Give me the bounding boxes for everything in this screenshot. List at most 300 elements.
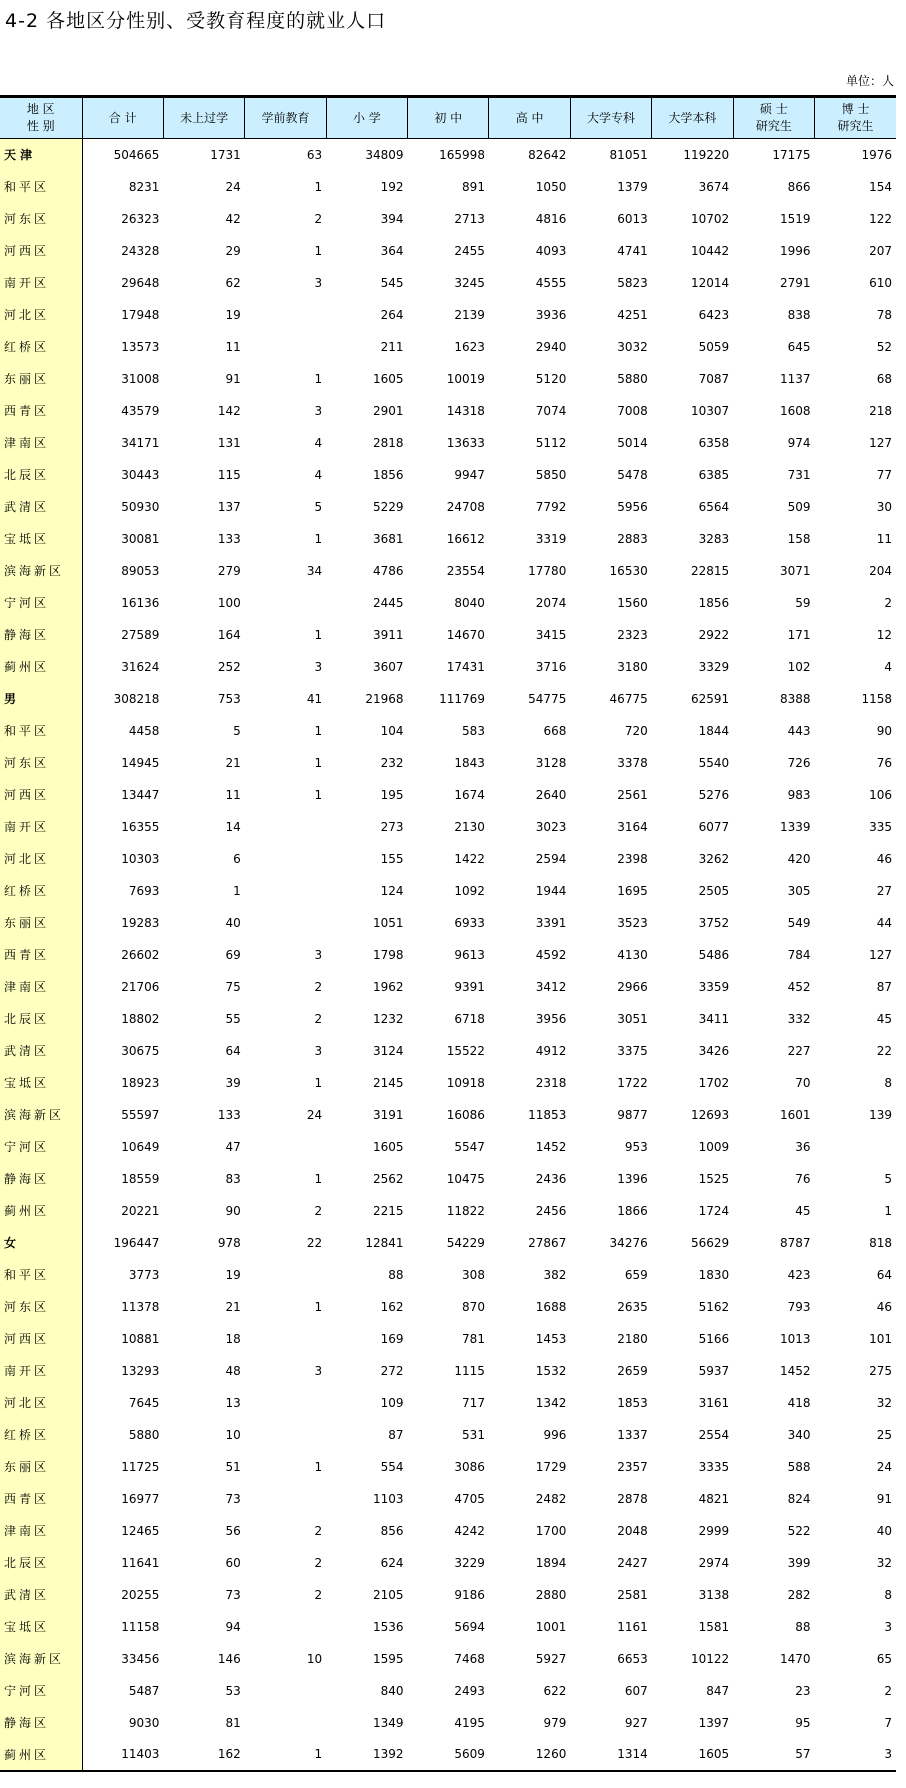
table-cell: 133 bbox=[217, 531, 241, 546]
table-cell: 6013 bbox=[617, 211, 648, 226]
row-label: 天 津 bbox=[0, 139, 82, 171]
table-cell bbox=[245, 1419, 326, 1451]
table-cell: 10475 bbox=[446, 1171, 485, 1186]
table-cell: 1339 bbox=[779, 819, 811, 834]
table-cell: 1605 bbox=[652, 1739, 733, 1771]
table-cell: 9947 bbox=[454, 467, 485, 482]
table-cell: 5120 bbox=[535, 371, 567, 386]
table-row bbox=[0, 779, 896, 811]
table-cell: 51 bbox=[225, 1459, 241, 1474]
table-cell: 43579 bbox=[121, 403, 160, 418]
table-row bbox=[0, 1419, 896, 1451]
table-cell: 332 bbox=[787, 1011, 811, 1026]
table-cell: 11 bbox=[225, 339, 241, 354]
table-cell: 4 bbox=[884, 659, 892, 674]
row-label: 西青区 bbox=[0, 1483, 82, 1515]
table-cell: 36 bbox=[795, 1139, 811, 1154]
table-cell: 1342 bbox=[535, 1395, 567, 1410]
table-cell: 6077 bbox=[698, 819, 730, 834]
table-cell: 717 bbox=[462, 1395, 485, 1410]
table-cell: 27589 bbox=[121, 627, 160, 642]
table-cell: 2922 bbox=[698, 627, 730, 642]
table-cell: 22 bbox=[876, 1043, 892, 1058]
table-cell: 6653 bbox=[617, 1651, 648, 1666]
table-cell: 4 bbox=[314, 467, 323, 482]
table-row bbox=[0, 747, 896, 779]
row-label: 滨海新区 bbox=[0, 555, 82, 587]
row-label: 南开区 bbox=[0, 1355, 82, 1387]
table-cell: 1608 bbox=[779, 403, 811, 418]
table-cell bbox=[245, 875, 326, 907]
table-row bbox=[0, 619, 896, 651]
table-cell: 88 bbox=[795, 1619, 811, 1634]
table-cell: 1161 bbox=[617, 1619, 648, 1634]
table-row bbox=[0, 1515, 896, 1547]
table-cell: 81 bbox=[225, 1715, 241, 1730]
table-cell: 204 bbox=[869, 563, 892, 578]
row-label: 南开区 bbox=[0, 811, 82, 843]
table-cell: 2 bbox=[314, 1011, 323, 1026]
table-cell: 5478 bbox=[617, 467, 648, 482]
table-cell: 2640 bbox=[535, 787, 567, 802]
table-cell: 3329 bbox=[698, 659, 730, 674]
table-cell: 10649 bbox=[121, 1139, 160, 1154]
row-label: 河东区 bbox=[0, 747, 82, 779]
table-row bbox=[0, 395, 896, 427]
table-cell: 659 bbox=[624, 1267, 648, 1282]
table-cell: 1092 bbox=[454, 883, 485, 898]
table-cell: 1700 bbox=[535, 1523, 567, 1538]
table-cell: 56629 bbox=[690, 1235, 730, 1250]
row-label: 武清区 bbox=[0, 491, 82, 523]
table-cell: 10702 bbox=[690, 211, 730, 226]
table-cell: 1976 bbox=[861, 147, 892, 162]
table-cell: 2561 bbox=[617, 787, 648, 802]
table-cell: 88 bbox=[388, 1267, 404, 1282]
table-cell: 11 bbox=[876, 531, 892, 546]
table-cell: 91 bbox=[225, 371, 241, 386]
table-cell: 3391 bbox=[535, 915, 567, 930]
table-cell: 1519 bbox=[779, 211, 811, 226]
table-cell: 27 bbox=[876, 883, 892, 898]
table-cell: 13573 bbox=[121, 339, 160, 354]
table-cell: 5 bbox=[884, 1171, 892, 1186]
table-cell: 2 bbox=[314, 211, 323, 226]
table-cell: 443 bbox=[787, 723, 811, 738]
row-label: 东丽区 bbox=[0, 1451, 82, 1483]
table-cell: 3674 bbox=[698, 179, 730, 194]
table-cell: 7074 bbox=[535, 403, 567, 418]
table-cell: 1103 bbox=[373, 1491, 404, 1506]
table-cell: 40 bbox=[225, 915, 241, 930]
table-cell: 3283 bbox=[698, 531, 730, 546]
table-cell: 3335 bbox=[698, 1459, 730, 1474]
table-cell: 6718 bbox=[454, 1011, 485, 1026]
table-cell: 2940 bbox=[535, 339, 567, 354]
table-cell: 2493 bbox=[454, 1683, 485, 1698]
table-cell: 7 bbox=[884, 1715, 892, 1730]
column-header-line: 研究生 bbox=[837, 119, 874, 133]
table-cell: 162 bbox=[163, 1739, 244, 1771]
table-cell: 10442 bbox=[690, 243, 730, 258]
table-cell: 5162 bbox=[698, 1299, 730, 1314]
column-header bbox=[489, 97, 570, 139]
table-cell: 2505 bbox=[698, 883, 730, 898]
table-cell: 554 bbox=[380, 1459, 404, 1474]
table-cell: 522 bbox=[787, 1523, 811, 1538]
table-cell: 1702 bbox=[698, 1075, 730, 1090]
table-cell: 1996 bbox=[779, 243, 811, 258]
row-label: 西青区 bbox=[0, 939, 82, 971]
table-cell: 8 bbox=[884, 1587, 892, 1602]
table-cell bbox=[245, 843, 326, 875]
table-cell: 1422 bbox=[454, 851, 485, 866]
table-cell: 76 bbox=[876, 755, 892, 770]
table-cell: 12693 bbox=[690, 1107, 730, 1122]
table-cell: 1396 bbox=[617, 1171, 648, 1186]
table-cell: 76 bbox=[795, 1171, 811, 1186]
table-cell: 3681 bbox=[373, 531, 404, 546]
table-cell: 3415 bbox=[535, 627, 567, 642]
table-cell: 13 bbox=[225, 1395, 241, 1410]
table-row bbox=[0, 1003, 896, 1035]
table-cell: 4251 bbox=[617, 307, 648, 322]
table-cell: 34171 bbox=[121, 435, 160, 450]
table-cell: 645 bbox=[787, 339, 811, 354]
table-cell: 75 bbox=[225, 979, 241, 994]
column-header bbox=[815, 97, 896, 139]
row-label: 津南区 bbox=[0, 971, 82, 1003]
table-cell: 3523 bbox=[617, 915, 648, 930]
table-cell: 5956 bbox=[617, 499, 648, 514]
table-row bbox=[0, 555, 896, 587]
table-cell: 622 bbox=[543, 1683, 567, 1698]
table-cell: 3 bbox=[314, 659, 323, 674]
row-label: 武清区 bbox=[0, 1579, 82, 1611]
table-cell: 3752 bbox=[698, 915, 730, 930]
table-cell: 16977 bbox=[121, 1491, 160, 1506]
table-total-row bbox=[0, 683, 896, 715]
table-cell: 588 bbox=[787, 1459, 811, 1474]
table-cell: 158 bbox=[787, 531, 811, 546]
table-cell: 17948 bbox=[121, 307, 160, 322]
table-row bbox=[0, 299, 896, 331]
table-cell: 420 bbox=[787, 851, 811, 866]
table-cell: 5609 bbox=[408, 1739, 489, 1771]
table-cell: 3 bbox=[314, 403, 323, 418]
row-label: 蓟州区 bbox=[0, 651, 82, 683]
table-cell bbox=[245, 811, 326, 843]
table-cell: 5487 bbox=[128, 1683, 160, 1698]
table-cell: 3180 bbox=[617, 659, 648, 674]
table-cell: 252 bbox=[217, 659, 241, 674]
table-cell: 4458 bbox=[128, 723, 160, 738]
table-cell: 8 bbox=[884, 1075, 892, 1090]
table-cell: 52 bbox=[876, 339, 892, 354]
row-label: 宁河区 bbox=[0, 1131, 82, 1163]
table-cell: 10019 bbox=[446, 371, 485, 386]
table-cell: 21968 bbox=[365, 691, 404, 706]
table-row bbox=[0, 1579, 896, 1611]
table-cell: 10122 bbox=[690, 1651, 730, 1666]
table-cell: 32 bbox=[876, 1395, 892, 1410]
table-cell: 5823 bbox=[617, 275, 648, 290]
table-cell: 24 bbox=[225, 179, 241, 194]
table-cell: 19283 bbox=[121, 915, 160, 930]
table-cell: 1013 bbox=[779, 1331, 811, 1346]
table-cell: 4555 bbox=[535, 275, 567, 290]
table-cell: 4705 bbox=[454, 1491, 485, 1506]
table-cell: 1051 bbox=[373, 915, 404, 930]
table-cell: 3161 bbox=[698, 1395, 730, 1410]
table-cell: 3378 bbox=[617, 755, 648, 770]
table-row bbox=[0, 1291, 896, 1323]
table-cell: 87 bbox=[876, 979, 892, 994]
table-cell: 979 bbox=[543, 1715, 567, 1730]
table-cell: 308218 bbox=[113, 691, 160, 706]
table-cell: 2883 bbox=[617, 531, 648, 546]
table-cell: 1260 bbox=[489, 1739, 570, 1771]
table-cell: 48 bbox=[225, 1363, 241, 1378]
row-label: 男 bbox=[0, 683, 82, 715]
table-cell: 22815 bbox=[690, 563, 730, 578]
table-cell: 3 bbox=[815, 1739, 896, 1771]
column-header bbox=[652, 97, 733, 139]
row-label: 河西区 bbox=[0, 1323, 82, 1355]
column-header bbox=[733, 97, 814, 139]
table-cell: 1581 bbox=[698, 1619, 730, 1634]
table-cell: 4130 bbox=[617, 947, 648, 962]
table-cell: 1674 bbox=[454, 787, 485, 802]
table-cell: 122 bbox=[869, 211, 892, 226]
table-cell: 1349 bbox=[373, 1715, 404, 1730]
table-cell: 111769 bbox=[439, 691, 485, 706]
column-header-line: 初 中 bbox=[434, 110, 463, 125]
table-cell: 20221 bbox=[121, 1203, 160, 1218]
table-cell: 2880 bbox=[535, 1587, 567, 1602]
table-cell: 11725 bbox=[121, 1459, 160, 1474]
table-cell: 2215 bbox=[373, 1203, 404, 1218]
table-cell: 53 bbox=[225, 1683, 241, 1698]
table-cell: 624 bbox=[380, 1555, 404, 1570]
table-cell: 102 bbox=[787, 659, 811, 674]
table-row bbox=[0, 1323, 896, 1355]
table-cell: 3245 bbox=[454, 275, 485, 290]
table-cell: 1560 bbox=[617, 595, 648, 610]
table-cell: 1 bbox=[314, 787, 323, 802]
row-label: 静海区 bbox=[0, 619, 82, 651]
table-cell: 54229 bbox=[446, 1235, 485, 1250]
table-cell: 340 bbox=[787, 1427, 811, 1442]
table-row bbox=[0, 523, 896, 555]
table-cell: 29648 bbox=[121, 275, 160, 290]
table-cell: 24 bbox=[876, 1459, 892, 1474]
table-cell: 8231 bbox=[128, 179, 160, 194]
table-cell: 8388 bbox=[779, 691, 811, 706]
table-cell: 13293 bbox=[121, 1363, 160, 1378]
table-cell: 3138 bbox=[698, 1587, 730, 1602]
table-cell: 394 bbox=[380, 211, 404, 226]
table-cell bbox=[245, 1131, 326, 1163]
table-cell: 1944 bbox=[535, 883, 567, 898]
table-cell: 91 bbox=[876, 1491, 892, 1506]
table-cell: 1 bbox=[884, 1203, 892, 1218]
table-row bbox=[0, 267, 896, 299]
table-cell: 5547 bbox=[454, 1139, 485, 1154]
table-cell: 68 bbox=[876, 371, 892, 386]
table-cell: 4242 bbox=[454, 1523, 485, 1538]
table-cell: 94 bbox=[225, 1619, 241, 1634]
table-cell: 3229 bbox=[454, 1555, 485, 1570]
row-label: 西青区 bbox=[0, 395, 82, 427]
table-cell: 154 bbox=[869, 179, 892, 194]
table-cell: 5540 bbox=[698, 755, 730, 770]
table-cell: 4093 bbox=[535, 243, 567, 258]
table-cell: 1392 bbox=[326, 1739, 407, 1771]
table-cell: 5276 bbox=[698, 787, 730, 802]
row-label: 和平区 bbox=[0, 171, 82, 203]
table-row bbox=[0, 1387, 896, 1419]
table-cell: 1844 bbox=[698, 723, 730, 738]
column-header bbox=[245, 97, 326, 139]
table-row bbox=[0, 1675, 896, 1707]
table-cell: 7008 bbox=[617, 403, 648, 418]
table-cell: 2130 bbox=[454, 819, 485, 834]
row-label: 蓟州区 bbox=[0, 1739, 82, 1771]
table-cell: 26323 bbox=[121, 211, 160, 226]
row-label: 女 bbox=[0, 1227, 82, 1259]
table-cell: 45 bbox=[876, 1011, 892, 1026]
table-cell: 1397 bbox=[698, 1715, 730, 1730]
table-cell: 1798 bbox=[373, 947, 404, 962]
table-cell: 12841 bbox=[365, 1235, 404, 1250]
table-cell: 3319 bbox=[535, 531, 567, 546]
table-cell: 7087 bbox=[698, 371, 730, 386]
table-cell: 41 bbox=[306, 691, 323, 706]
table-cell: 3 bbox=[314, 1043, 323, 1058]
table-cell: 1856 bbox=[373, 467, 404, 482]
table-cell: 3 bbox=[314, 947, 323, 962]
table-cell: 11 bbox=[225, 787, 241, 802]
row-label: 蓟州区 bbox=[0, 1195, 82, 1227]
table-cell: 142 bbox=[217, 403, 241, 418]
table-cell: 11641 bbox=[121, 1555, 160, 1570]
table-cell: 2659 bbox=[617, 1363, 648, 1378]
table-cell: 6358 bbox=[698, 435, 730, 450]
table-cell: 2455 bbox=[454, 243, 485, 258]
table-cell: 31624 bbox=[121, 659, 160, 674]
table-cell: 171 bbox=[787, 627, 811, 642]
table-cell: 109 bbox=[380, 1395, 404, 1410]
table-cell: 2 bbox=[884, 595, 892, 610]
table-cell: 87 bbox=[388, 1427, 404, 1442]
table-cell: 1695 bbox=[617, 883, 648, 898]
header-corner bbox=[0, 97, 82, 139]
table-cell: 95 bbox=[795, 1715, 811, 1730]
row-label: 北辰区 bbox=[0, 1003, 82, 1035]
table-cell: 927 bbox=[624, 1715, 648, 1730]
table-cell: 1115 bbox=[454, 1363, 485, 1378]
table-cell: 2 bbox=[314, 1203, 323, 1218]
table-cell: 18 bbox=[225, 1331, 241, 1346]
table-cell: 5014 bbox=[617, 435, 648, 450]
table-cell: 62591 bbox=[690, 691, 730, 706]
column-header-line: 合 计 bbox=[108, 110, 137, 125]
table-cell: 3359 bbox=[698, 979, 730, 994]
table-cell bbox=[245, 1611, 326, 1643]
table-cell: 364 bbox=[380, 243, 404, 258]
table-row bbox=[0, 1483, 896, 1515]
table-cell: 44 bbox=[876, 915, 892, 930]
table-cell: 5486 bbox=[698, 947, 730, 962]
table-row bbox=[0, 1611, 896, 1643]
table-row bbox=[0, 1035, 896, 1067]
table-cell: 100 bbox=[217, 595, 241, 610]
row-label: 北辰区 bbox=[0, 459, 82, 491]
table-cell: 39 bbox=[225, 1075, 241, 1090]
table-cell: 1605 bbox=[373, 371, 404, 386]
table-cell: 3 bbox=[314, 275, 323, 290]
row-label: 河东区 bbox=[0, 203, 82, 235]
table-cell: 9877 bbox=[617, 1107, 648, 1122]
row-label: 河北区 bbox=[0, 843, 82, 875]
column-header bbox=[163, 97, 244, 139]
table-cell bbox=[245, 331, 326, 363]
table-cell: 131 bbox=[217, 435, 241, 450]
page-title: 4-2 各地区分性别、受教育程度的就业人口 bbox=[5, 10, 387, 32]
table-cell: 4786 bbox=[373, 563, 404, 578]
table-cell: 16530 bbox=[609, 563, 648, 578]
table-cell: 24328 bbox=[121, 243, 160, 258]
table-cell: 668 bbox=[543, 723, 567, 738]
column-header-line: 大学专科 bbox=[587, 110, 636, 125]
table-cell: 16136 bbox=[121, 595, 160, 610]
table-cell: 264 bbox=[380, 307, 404, 322]
table-cell: 11378 bbox=[121, 1299, 160, 1314]
table-cell: 10307 bbox=[690, 403, 730, 418]
table-cell: 50930 bbox=[121, 499, 160, 514]
table-cell: 5059 bbox=[698, 339, 730, 354]
table-cell: 2357 bbox=[617, 1459, 648, 1474]
table-cell: 207 bbox=[869, 243, 892, 258]
table-cell: 1601 bbox=[779, 1107, 811, 1122]
table-cell: 6423 bbox=[698, 307, 730, 322]
table-cell: 1894 bbox=[535, 1555, 567, 1570]
table-cell: 3716 bbox=[535, 659, 567, 674]
table-cell: 1 bbox=[233, 883, 241, 898]
table-cell: 14 bbox=[225, 819, 241, 834]
table-cell: 2456 bbox=[535, 1203, 567, 1218]
row-label: 红桥区 bbox=[0, 331, 82, 363]
table-cell: 305 bbox=[787, 883, 811, 898]
row-label: 和平区 bbox=[0, 715, 82, 747]
table-cell: 1009 bbox=[698, 1139, 730, 1154]
table-cell: 9613 bbox=[454, 947, 485, 962]
table-cell: 5694 bbox=[454, 1619, 485, 1634]
table-cell: 1 bbox=[314, 371, 323, 386]
table-cell: 974 bbox=[787, 435, 811, 450]
table-cell: 2427 bbox=[617, 1555, 648, 1570]
table-cell: 137 bbox=[217, 499, 241, 514]
row-label: 宁河区 bbox=[0, 587, 82, 619]
table-cell: 2901 bbox=[373, 403, 404, 418]
table-cell: 1452 bbox=[535, 1139, 567, 1154]
table-cell: 232 bbox=[380, 755, 404, 770]
table-cell: 1158 bbox=[861, 691, 892, 706]
data-table-container bbox=[0, 95, 896, 1772]
table-row bbox=[0, 1451, 896, 1483]
table-cell: 42 bbox=[225, 211, 241, 226]
